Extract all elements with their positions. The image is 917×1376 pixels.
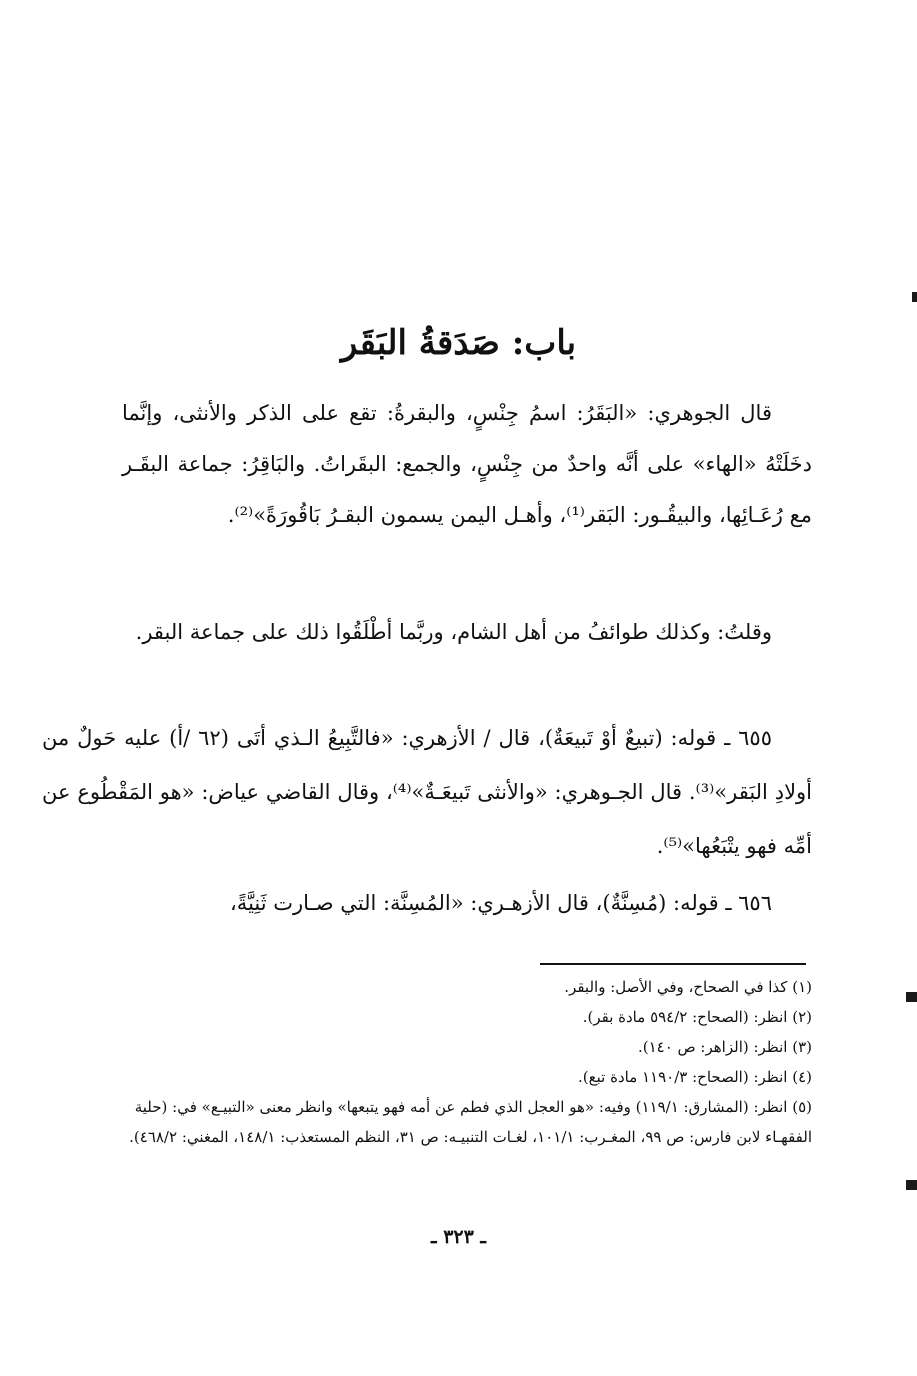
- paragraph-item-655: ٦٥٥ ـ قوله: (تبيعٌ أوْ تَبيعَةٌ)، قال / الأزهري: «فالتَّبِيعُ الـذي أتَى (٦٢ /أ) عليه حَولٌ من أولادِ البَقر»⁽³⁾. قال الجـوهري: «والأنثى تَبيعَـةٌ»⁽⁴⁾، وقال القاضي عياض: «هو المَقْطُوع عن أمِّه فهو يتْبَعُها»⁽⁵⁾.: [42, 726, 813, 858]
- page-number: ـ ٣٢٣ ـ: [431, 1226, 486, 1248]
- footnotes: [112, 972, 812, 1152]
- paragraph-jawhari-definition: قال الجوهري: «البَقَرُ: اسمُ جِنْسٍ، والبقرةُ: تقع على الذكر والأنثى، وإنَّما دخَلَتْهُ «الهاء» على أنَّه واحدٌ من جِنْسٍ، والجمع: البقَراتُ. والبَاقِرُ: جماعة البقَـر مع رُعَـائِها، والبيقُـور: البَقر⁽¹⁾، وأهـل اليمن يسمون البقـرُ بَاقُورَةً»⁽²⁾.: [122, 401, 812, 527]
- footnote-3: (٣) انظر: (الزاهر: ص ١٤٠).: [637, 1038, 812, 1056]
- scan-edge-mark: [912, 292, 917, 302]
- paragraph-author-note: وقلتُ: وكذلك طوائفُ من أهل الشام، وربَّما أطْلَقُوا ذلك على جماعة البقر.: [135, 620, 772, 644]
- footnote-5: (٥) انظر: (المشارق: ١١٩/١) وفيه: «هو العجل الذي فطم عن أمه فهو يتبعها» وانظر معنى «التبيـع» في: (حلية الفقهـاء لابن فارس: ص ٩٩، المغـرب: ١٠١/١، لغـات التنبيـه: ص ٣١، النظم المستعذب: ١٤٨/١، المغني: ٤٦٨/٢).: [129, 1098, 812, 1146]
- footnote-2: (٢) انظر: (الصحاح: ٥٩٤/٢ مادة بقر).: [582, 1008, 812, 1026]
- scan-edge-mark: [906, 1180, 917, 1190]
- paragraph-item-656: ٦٥٦ ـ قوله: (مُسِنَّةٌ)، قال الأزهـري: «المُسِنَّة: التي صـارت ثَنِيَّةً،: [230, 891, 772, 915]
- chapter-title: باب: صَدَقةُ البَقَر: [340, 323, 577, 363]
- footnote-4: (٤) انظر: (الصحاح: ١١٩٠/٣ مادة تبع).: [578, 1068, 812, 1086]
- footnote-separator: [540, 963, 806, 965]
- scan-edge-mark: [906, 992, 917, 1002]
- footnote-1: (١) كذا في الصحاح، وفي الأصل: والبقر.: [564, 978, 812, 996]
